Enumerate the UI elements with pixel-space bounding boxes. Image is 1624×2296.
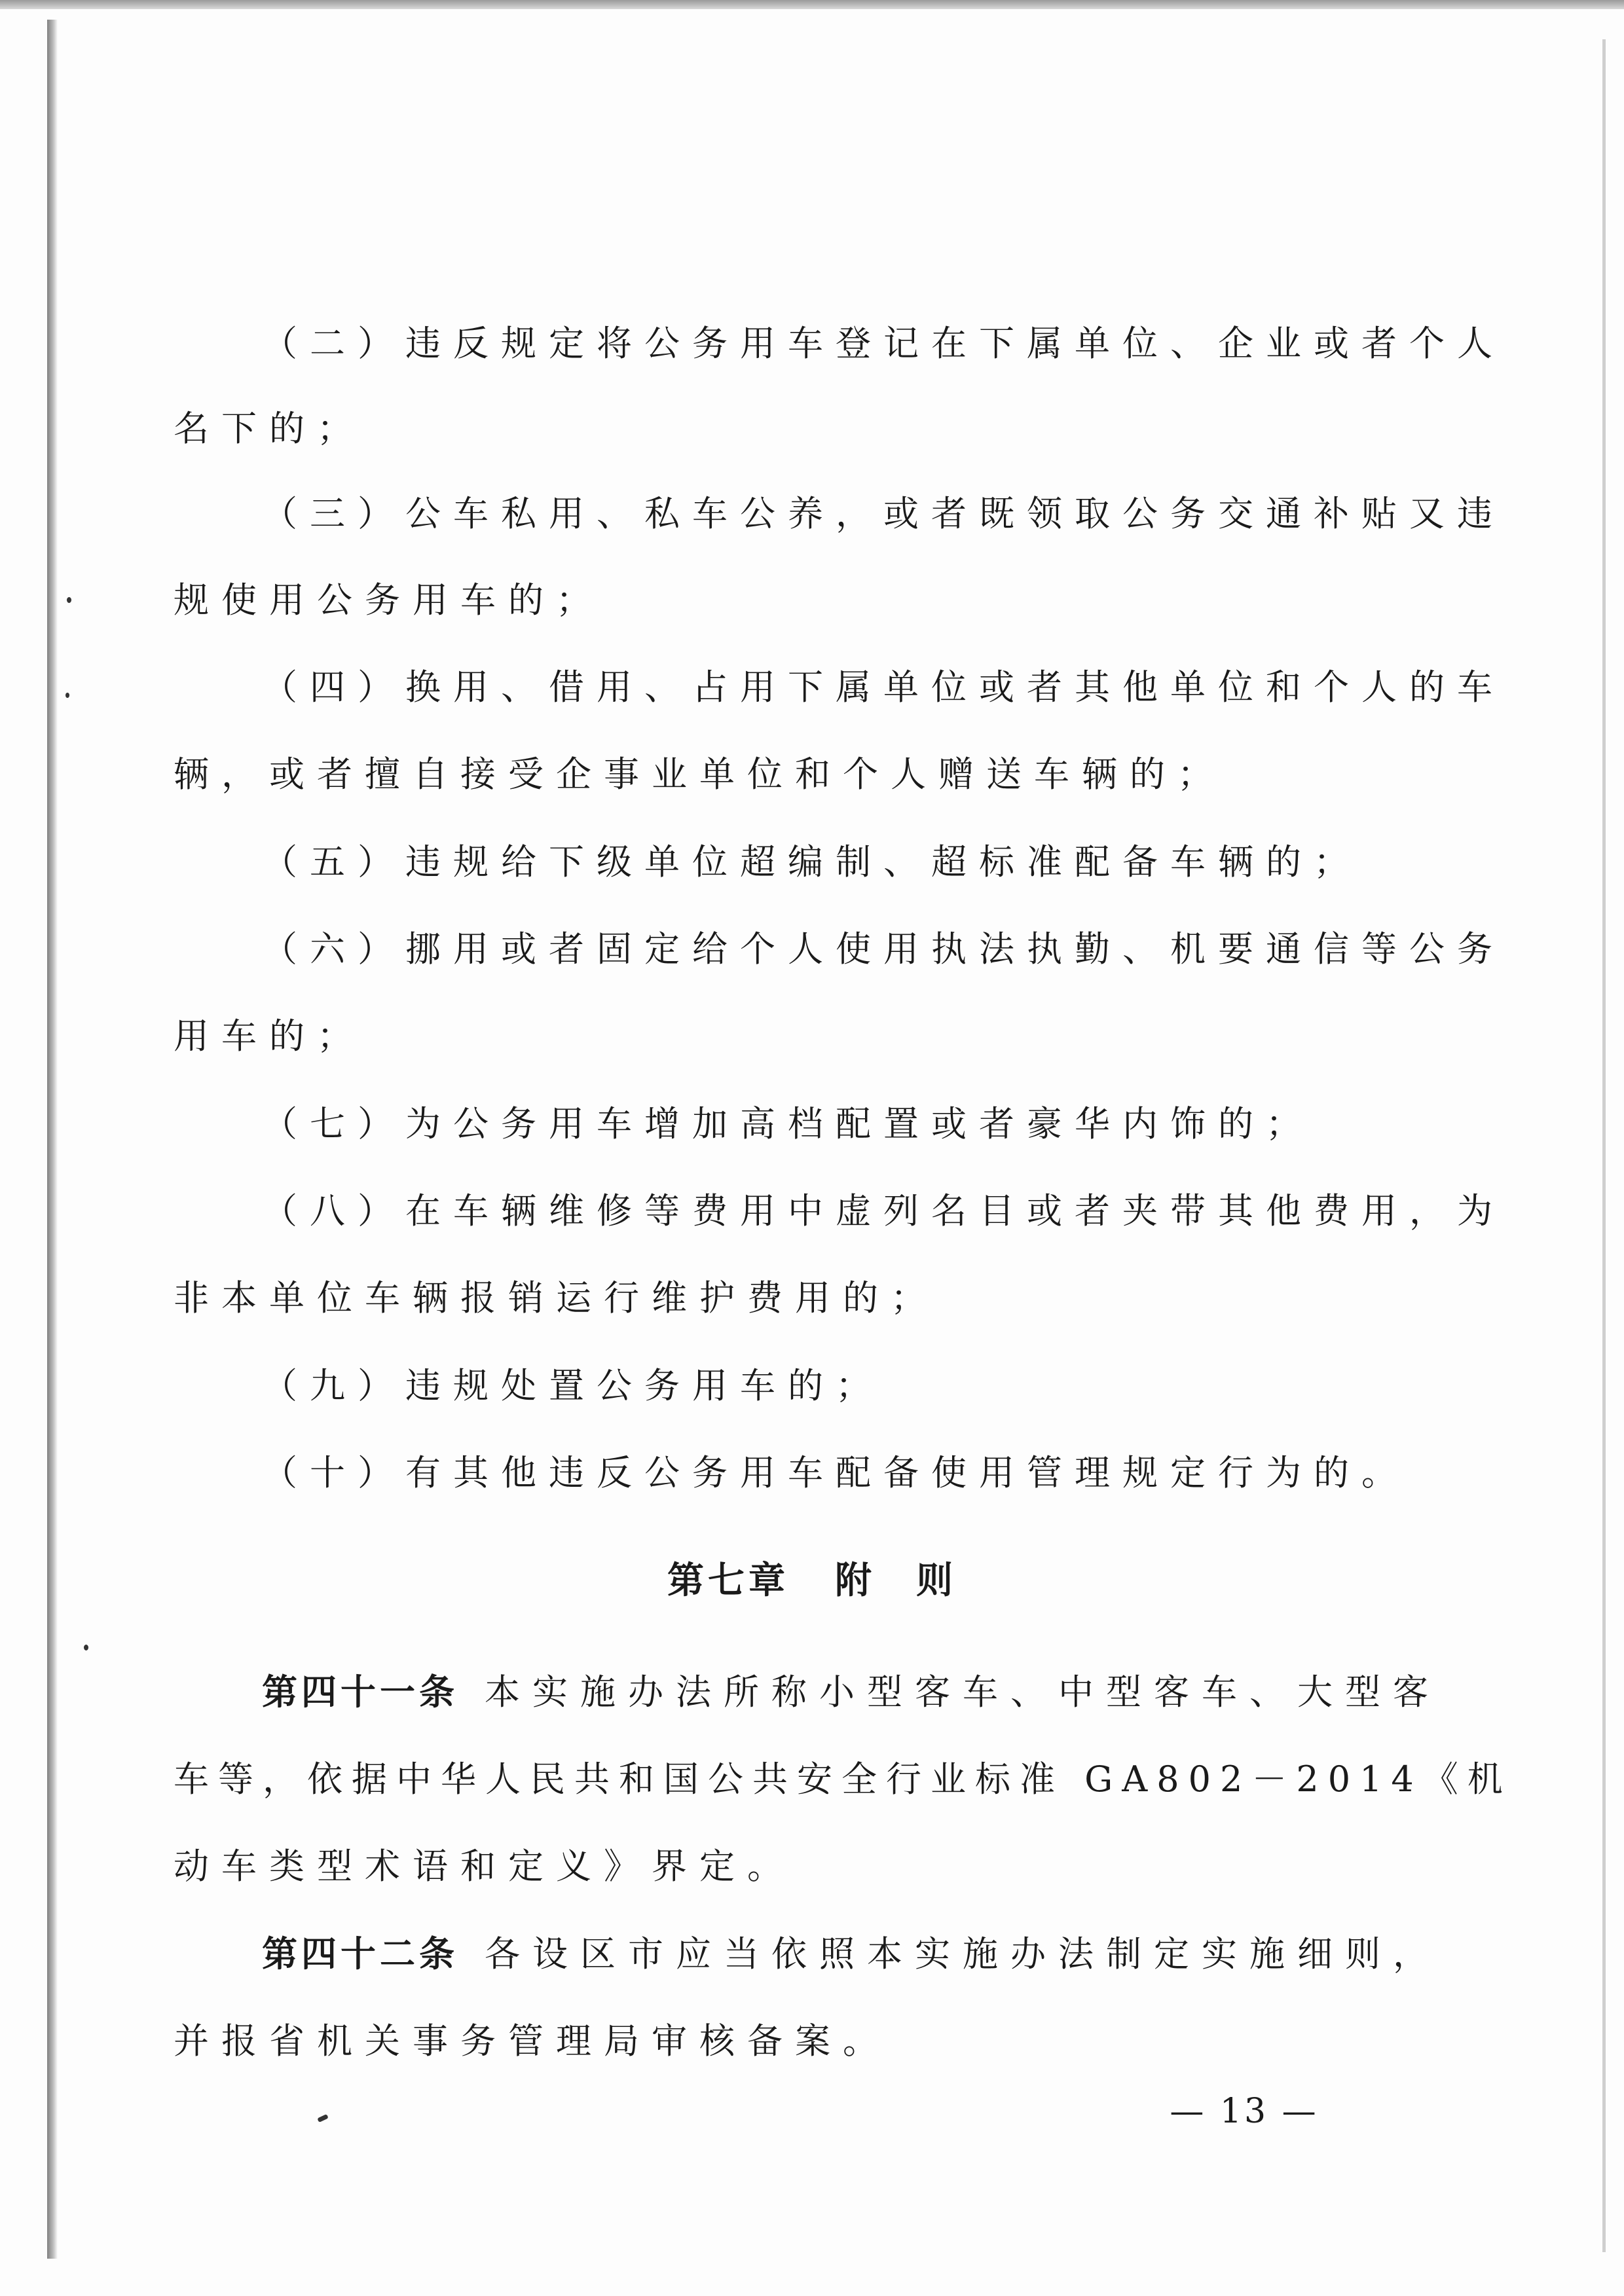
item-4-line-1: （四）换用、借用、占用下属单位或者其他单位和个人的车	[262, 666, 1505, 708]
chapter-heading	[0, 1558, 1624, 1604]
item-8-line-2: 非本单位车辆报销运行维护费用的；	[174, 1277, 938, 1319]
item-8-line-1: （八）在车辆维修等费用中虚列名目或者夹带其他费用，为	[262, 1190, 1505, 1231]
item-5-line-1: （五）违规给下级单位超编制、超标准配备车辆的；	[262, 841, 1361, 883]
item-2-line-2: 名下的；	[174, 408, 365, 449]
article-42-text-1: 各设区市应当依照本实施办法制定实施细则，	[485, 1933, 1441, 1975]
item-4-line-2: 辆，或者擅自接受企事业单位和个人赠送车辆的；	[174, 754, 1225, 795]
article-41-line-2: 车等，依据中华人民共和国公共安全行业标准 GA802－2014《机	[174, 1758, 1512, 1800]
item-2-line-1: （二）违反规定将公务用车登记在下属单位、企业或者个人	[262, 323, 1505, 364]
article-41-line-3: 动车类型术语和定义》界定。	[174, 1846, 795, 1887]
page-number: — 13 —	[1170, 2092, 1319, 2131]
item-3-line-2: 规使用公务用车的；	[174, 579, 604, 621]
scan-speck	[67, 597, 71, 603]
item-6-line-2: 用车的；	[174, 1015, 365, 1057]
article-42-line-2: 并报省机关事务管理局审核备案。	[174, 2020, 891, 2062]
item-7-line-1: （七）为公务用车增加高档配置或者豪华内饰的；	[262, 1103, 1314, 1144]
item-9-line-1: （九）违规处置公务用车的；	[262, 1365, 883, 1406]
article-41-text-1: 本实施办法所称小型客车、中型客车、大型客	[485, 1671, 1441, 1713]
article-42-line-1	[262, 1931, 1441, 1977]
scan-speck	[84, 1645, 88, 1650]
scan-right-edge	[1602, 39, 1606, 2252]
scan-binding-edge	[47, 20, 58, 2259]
item-10-line-1: （十）有其他违反公务用车配备使用管理规定行为的。	[262, 1452, 1409, 1493]
item-3-line-1: （三）公车私用、私车公养，或者既领取公务交通补贴又违	[262, 493, 1505, 534]
article-42-label: 第四十二条	[262, 1933, 458, 1975]
scan-top-edge	[0, 0, 1624, 9]
chapter-title: 附 则	[835, 1559, 957, 1602]
scan-speck	[65, 693, 69, 698]
scan-speck	[317, 2114, 328, 2123]
item-6-line-1: （六）挪用或者固定给个人使用执法执勤、机要通信等公务	[262, 928, 1505, 970]
chapter-number: 第七章	[667, 1559, 789, 1602]
article-41-label: 第四十一条	[262, 1671, 458, 1713]
article-41-line-1	[262, 1669, 1441, 1715]
